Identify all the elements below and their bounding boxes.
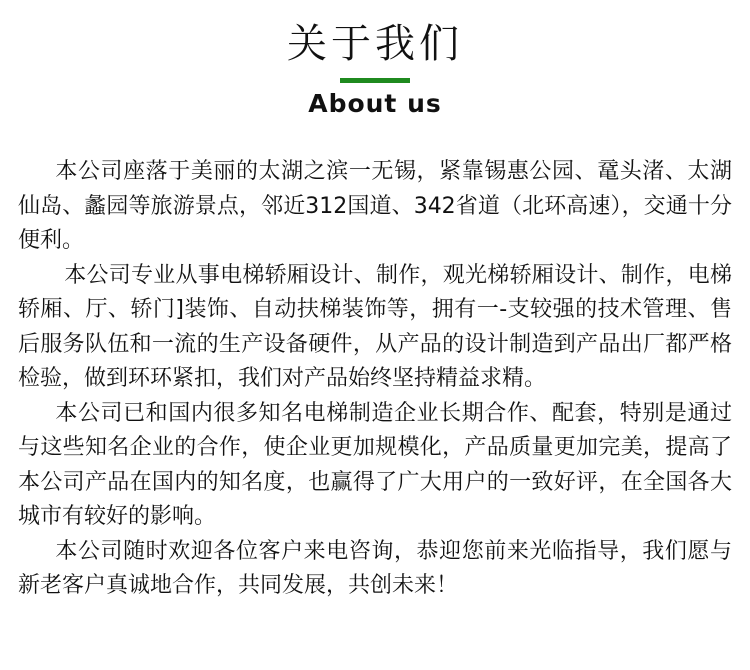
page-subtitle: About us bbox=[308, 89, 442, 118]
paragraph-partners: 本公司已和国内很多知名电梯制造企业长期合作、配套，特别是通过与这些知名企业的合作，使企业更加规模化，产品质量更加完美，提高了本公司产品在国内的知名度，也赢得了广大用户的一致好评，在全国各大城市有较好的影响。 bbox=[18, 400, 732, 529]
paragraph-welcome: 本公司随时欢迎各位客户来电咨询，恭迎您前来光临指导，我们愿与新老客户真诚地合作，共同发展，共创未来！ bbox=[18, 538, 732, 598]
about-content bbox=[18, 155, 732, 604]
paragraph-business: 本公司专业从事电梯轿厢设计、制作，观光梯轿厢设计、制作，电梯轿厢、厅、轿门]装饰、自动扶梯装饰等，拥有一-支较强的技术管理、售后服务队伍和一流的生产设备硬件，从产品的设计制造到产品出厂都严格检验，做到环环紧扣，我们对产品始终坚持精益求精。 bbox=[18, 262, 732, 391]
page-title: 关于我们 bbox=[287, 21, 463, 67]
paragraph-location: 本公司座落于美丽的太湖之滨一无锡，紧靠锡惠公园、鼋头渚、太湖仙岛、蠡园等旅游景点，邻近312国道、342省道（北环高速），交通十分便利。 bbox=[18, 159, 732, 253]
title-accent-bar bbox=[340, 78, 410, 83]
